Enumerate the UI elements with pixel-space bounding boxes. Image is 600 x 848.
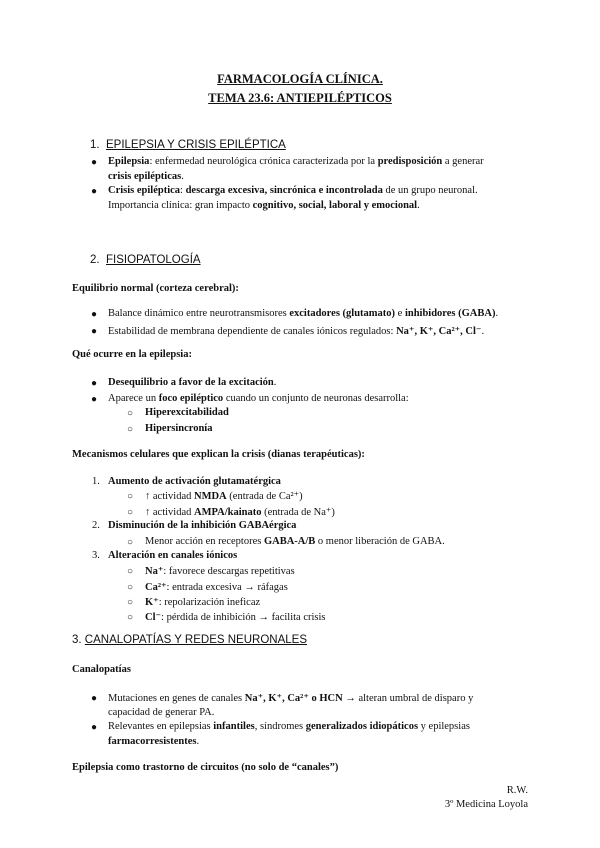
sub-list-item: Na⁺: favorece descargas repetitivas bbox=[145, 566, 295, 577]
list-item: Desequilibrio a favor de la excitación. bbox=[108, 377, 277, 388]
section-number: 2. bbox=[90, 254, 100, 266]
list-item-continuation: farmacorresistentes. bbox=[108, 736, 200, 747]
circle-bullet-icon: ○ bbox=[127, 612, 134, 623]
subheading: Mecanismos celulares que explican la crisis (dianas terapéuticas): bbox=[72, 449, 365, 460]
sub-list-item: ↑ actividad NMDA (entrada de Ca²⁺) bbox=[145, 491, 303, 502]
sub-list-item: Menor acción en receptores GABA-A/B o menor liberación de GABA. bbox=[145, 536, 445, 547]
document-title-line1: FARMACOLOGÍA CLÍNICA. bbox=[217, 72, 383, 86]
list-item: Epilepsia: enfermedad neurológica crónica caracterizada por la predisposición a generar bbox=[108, 156, 484, 167]
bullet-icon: ● bbox=[91, 309, 98, 320]
bullet-icon: ● bbox=[91, 394, 98, 405]
document-title-line2: TEMA 23.6: ANTIEPILÉPTICOS bbox=[208, 91, 392, 105]
circle-bullet-icon: ○ bbox=[127, 537, 134, 548]
numbered-list-item: Alteración en canales iónicos bbox=[108, 550, 238, 561]
list-item: Balance dinámico entre neurotransmisores excitadores (glutamato) e inhibidores (GABA). bbox=[108, 308, 499, 319]
list-item: Aparece un foco epiléptico cuando un conjunto de neuronas desarrolla: bbox=[108, 393, 409, 404]
bullet-icon: ● bbox=[91, 693, 98, 704]
footer-course: 3º Medicina Loyola bbox=[444, 799, 528, 810]
circle-bullet-icon: ○ bbox=[127, 582, 134, 593]
list-item-continuation: crisis epilépticas. bbox=[108, 171, 184, 182]
bullet-icon: ● bbox=[91, 378, 98, 389]
circle-bullet-icon: ○ bbox=[127, 507, 134, 518]
list-number: 1. bbox=[92, 476, 100, 487]
sub-list-item: Ca²⁺: entrada excesiva → ráfagas bbox=[145, 582, 288, 593]
list-item: Estabilidad de membrana dependiente de canales iónicos regulados: Na⁺, K⁺, Ca²⁺, Cl⁻. bbox=[108, 326, 485, 337]
circle-bullet-icon: ○ bbox=[127, 566, 134, 577]
bullet-icon: ● bbox=[91, 186, 98, 197]
sub-list-item: ↑ actividad AMPA/kainato (entrada de Na⁺) bbox=[145, 507, 335, 518]
sub-list-item: Hiperexcitabilidad bbox=[145, 407, 229, 418]
bullet-icon: ● bbox=[91, 326, 98, 337]
section-3-heading bbox=[72, 634, 307, 646]
numbered-list-item: Aumento de activación glutamatérgica bbox=[108, 476, 281, 487]
section-number: 3. bbox=[72, 634, 82, 646]
list-item-continuation: Importancia clínica: gran impacto cognitivo, social, laboral y emocional. bbox=[108, 200, 420, 211]
sub-list-item: K⁺: repolarización ineficaz bbox=[145, 597, 261, 608]
footer-author: R.W. bbox=[506, 785, 528, 796]
section-1-heading bbox=[90, 139, 286, 151]
subheading: Epilepsia como trastorno de circuitos (no solo de “canales”) bbox=[72, 762, 339, 773]
section-label: CANALOPATÍAS Y REDES NEURONALES bbox=[84, 634, 307, 646]
list-item: Relevantes en epilepsias infantiles, síndromes generalizados idiopáticos y epilepsias bbox=[108, 721, 470, 732]
sub-list-item: Hipersincronía bbox=[145, 423, 213, 434]
circle-bullet-icon: ○ bbox=[127, 424, 134, 435]
numbered-list-item: Disminución de la inhibición GABAérgica bbox=[108, 520, 297, 531]
section-label: EPILEPSIA Y CRISIS EPILÉPTICA bbox=[105, 139, 286, 151]
section-number: 1. bbox=[90, 139, 100, 151]
subheading: Canalopatías bbox=[72, 664, 131, 675]
list-item-continuation: capacidad de generar PA. bbox=[108, 707, 215, 718]
section-label: FISIOPATOLOGÍA bbox=[105, 254, 201, 266]
bullet-icon: ● bbox=[91, 157, 98, 168]
sub-list-item: Cl⁻: pérdida de inhibición → facilita crisis bbox=[145, 612, 326, 623]
subheading: Qué ocurre en la epilepsia: bbox=[72, 349, 192, 360]
subheading: Equilibrio normal (corteza cerebral): bbox=[72, 283, 239, 294]
list-item: Crisis epiléptica: descarga excesiva, sincrónica e incontrolada de un grupo neuronal. bbox=[108, 185, 478, 196]
list-item: Mutaciones en genes de canales Na⁺, K⁺, Ca²⁺ o HCN → alteran umbral de disparo y bbox=[108, 693, 474, 704]
circle-bullet-icon: ○ bbox=[127, 408, 134, 419]
section-2-heading bbox=[90, 254, 201, 266]
circle-bullet-icon: ○ bbox=[127, 491, 134, 502]
list-number: 3. bbox=[92, 550, 100, 561]
bullet-icon: ● bbox=[91, 722, 98, 733]
circle-bullet-icon: ○ bbox=[127, 597, 134, 608]
list-number: 2. bbox=[92, 520, 100, 531]
